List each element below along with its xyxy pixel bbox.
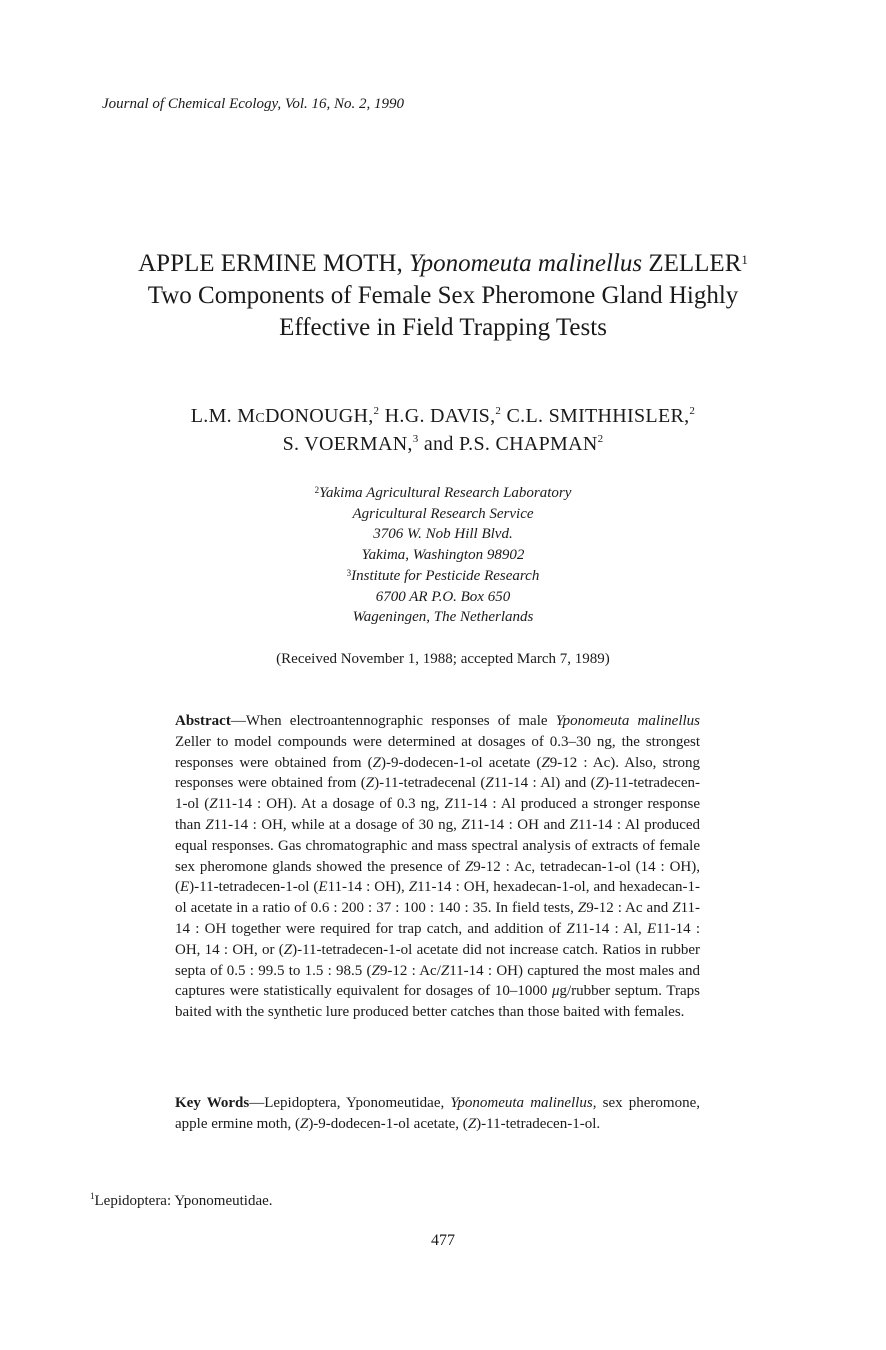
title-line-1: APPLE ERMINE MOTH, Yponomeuta malinellus ZELLER$^1$: [138, 250, 748, 277]
affiliation-wageningen: $^3$Institute for Pesticide Research 6700 AR P.O. Box 650 Wageningen, The Netherlands: [346, 568, 540, 625]
authors-line-1: L.M. McDONOUGH,$^2$ H.G. DAVIS,$^2$ C.L. SMITHHISLER,$^2$: [190, 405, 696, 427]
footnote: $^1$Lepidoptera: Yponomeutidae.: [90, 1191, 273, 1209]
key-words: Key Words—Lepidoptera, Yponomeutidae, Yponomeuta malinellus, sex pheromone, apple ermine moth, (Z)-9-dodecen-1-ol acetate, (Z)-11-tetradecen-1-ol.: [175, 1095, 700, 1132]
page-number: 477: [431, 1232, 455, 1249]
journal-citation: Journal of Chemical Ecology, Vol. 16, No. 2, 1990: [102, 96, 405, 112]
key-words-label: Key Words: [175, 1095, 250, 1111]
title-line-2: Two Components of Female Sex Pheromone Gland Highly: [147, 282, 739, 309]
article-title: [60, 248, 826, 344]
title-line-3: Effective in Field Trapping Tests: [279, 314, 607, 341]
authors-line-2: S. VOERMAN,$^3$ and P.S. CHAPMAN$^2$: [282, 433, 604, 455]
author-list: [60, 402, 826, 458]
title-species: Yponomeuta malinellus: [408, 250, 643, 277]
abstract: Abstract—When electroantennographic responses of male Yponomeuta malinellus Zeller to model compounds were determined at dosages of 0.3–30 ng, the strongest responses were obtained from (Z)-9-dodecen-1-ol acetate (Z9-12 : Ac). Also, strong responses were obtained from (Z)-11-tetradecenal (Z11-14 : Al) and (Z)-11-tetradecen-1-ol (Z11-14 : OH). At a dosage of 0.3 ng, Z11-14 : Al produced a stronger response than Z11-14 : OH, while at a dosage of 30 ng, Z11-14 : OH and Z11-14 : Al produced equal responses. Gas chromatographic and mass spectral analysis of extracts of female sex pheromone glands showed the presence of Z9-12 : Ac, tetradecan-1-ol (14 : OH), (E)-11-tetradecen-1-ol (E11-14 : OH), Z11-14 : OH, hexadecan-1-ol, and hexadecan-1-ol acetate in a ratio of 0.6 : 200 : 37 : 100 : 140 : 35. In field tests, Z9-12 : Ac and Z11-14 : OH together were required for trap catch, and addition of Z11-14 : Al, E11-14 : OH, 14 : OH, or (Z)-11-tetradecen-1-ol acetate did not increase catch. Ratios in rubber septa of 0.5 : 99.5 to 1.5 : 98.5 (Z9-12 : Ac/Z11-14 : OH) captured the most males and captures were statistically equivalent for dosages of 10–1000 μg/rubber septum. Traps baited with the synthetic lure produced better catches than those baited with females.: [175, 713, 701, 1021]
abstract-label: Abstract: [175, 713, 231, 729]
received-dates: (Received November 1, 1988; accepted March 7, 1989): [276, 651, 610, 667]
affiliation-yakima: $^2$Yakima Agricultural Research Laboratory Agricultural Research Service 3706 W. Nob Hill Blvd. Yakima, Washington 98902: [314, 485, 572, 563]
title-footnote-mark: 1: [741, 252, 748, 267]
